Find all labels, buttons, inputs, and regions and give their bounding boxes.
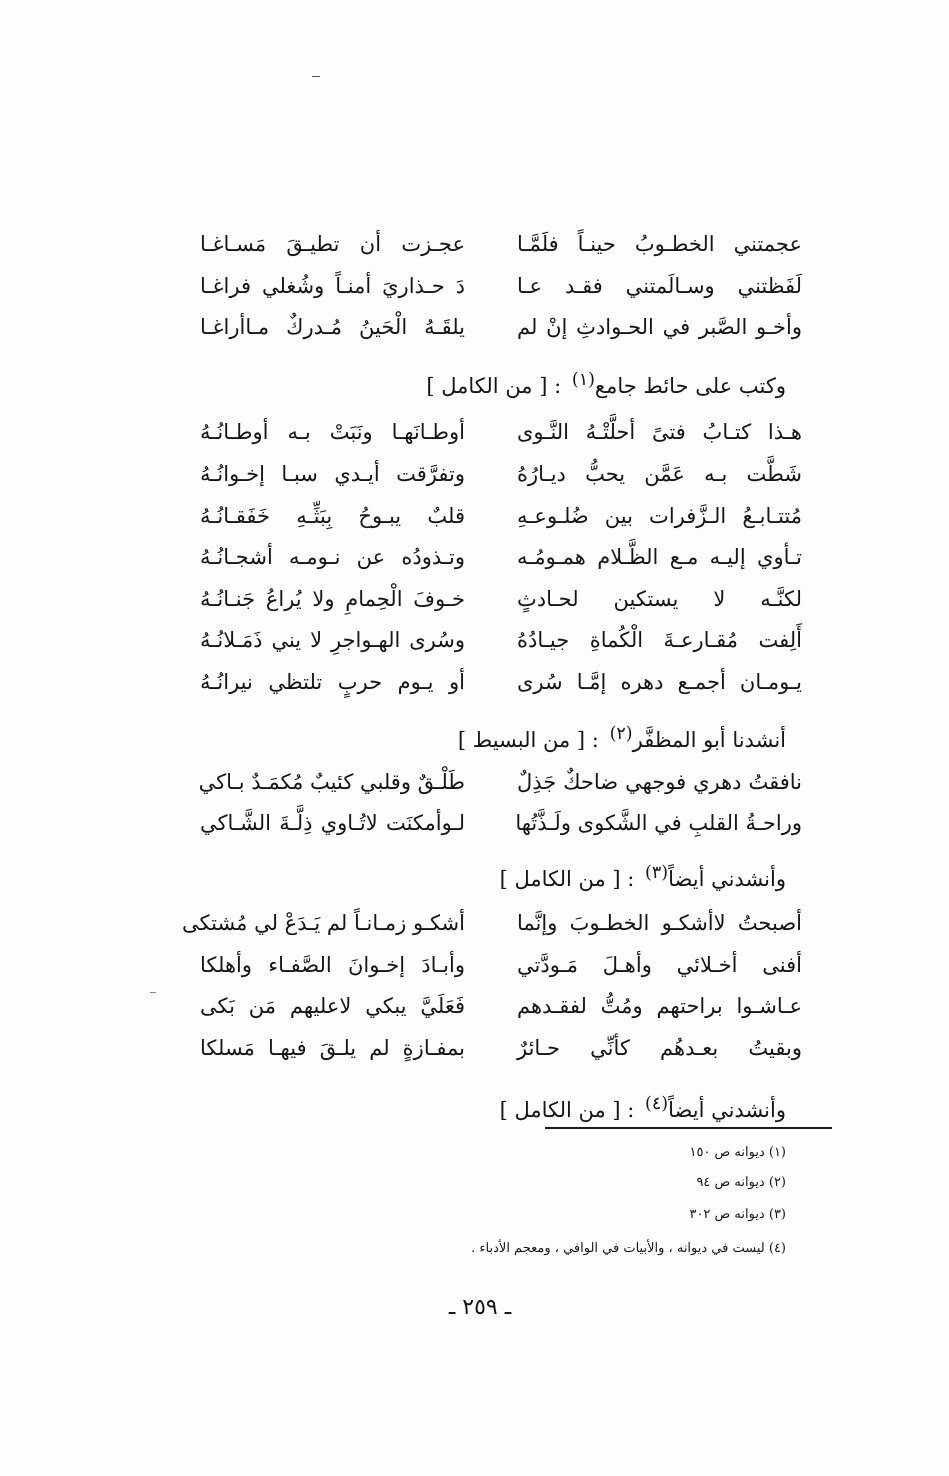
verse-first-hemistich: وراحـةُ القلبِ في الشَّكوى ولَـذَّتُها (515, 811, 802, 835)
verse-second-hemistich: طَلْـقٌ وقلبي كئيبٌ مُكمَـدٌ بـاكي (198, 770, 465, 794)
meter-label: : [ من الكامل ] (499, 867, 635, 891)
verse-second-hemistich: قلبٌ يبـوحُ بِبَثِّـهِ خَفَقـانُـهُ (200, 504, 465, 528)
poem-heading (146, 1082, 786, 1126)
verse-second-hemistich: وتـذودُه عن نـومـه أشجـانُـهُ (200, 545, 465, 569)
footnote-separator (545, 1127, 832, 1129)
verse-line (180, 660, 802, 704)
verse-line (180, 618, 802, 662)
verse-second-hemistich: أو يـوم حربٍ تلتظي نيرانُـهُ (200, 670, 465, 694)
verse-first-hemistich: شَطَّت بـه عَمَّن يحبُّ ديـارُهُ (517, 462, 802, 486)
verse-second-hemistich: عجـزت أن تطيـقَ مَسـاغـا (200, 232, 465, 256)
verse-first-hemistich: لَفَظتني وسـالَمتني فقـد عـا (517, 274, 802, 298)
verse-line (180, 984, 802, 1028)
verse-line (180, 494, 802, 538)
verse-first-hemistich: نافقتُ دهري فوجهي ضاحكٌ جَذِلٌ (517, 770, 802, 794)
heading-text: وكتب على حائط جامع (594, 374, 786, 398)
poem-heading (146, 851, 786, 895)
verse-line (180, 577, 802, 621)
verse-line (180, 901, 802, 945)
footnote: (٤) ليست في ديوانه ، والأبيات في الوافي ، ومعجم الأدباء . (471, 1241, 786, 1256)
page-number: ـ ٢٥٩ ـ (448, 1295, 512, 1320)
poem-heading (146, 712, 786, 756)
verse-first-hemistich: أَلِفت مُقـارعـةَ الْكُماةِ جيـادُهُ (517, 628, 802, 652)
verse-first-hemistich: وبقيتُ بعـدهُم كأنِّي حـائرٌ (517, 1036, 802, 1060)
verse-line (180, 801, 802, 845)
scan-mark (150, 992, 156, 993)
meter-label: : [ من الكامل ] (499, 1098, 635, 1122)
verse-second-hemistich: خـوفَ الْحِمامِ ولا يُراعُ جَنـانُـهُ (200, 587, 465, 611)
verse-first-hemistich: عـاشـوا براحتهم ومُتُّ لفقـدهم (517, 994, 802, 1018)
verse-first-hemistich: يـومـان أجمـع دهره إمَّـا سُرى (517, 670, 802, 694)
heading-text: أنشدنا أبو المظفَّر (632, 728, 786, 752)
meter-label: : [ من البسيط ] (457, 728, 599, 752)
footnote-ref: (١) (571, 370, 595, 390)
verse-line (180, 410, 802, 454)
verse-line (180, 943, 802, 987)
footnote: (٢) ديوانه ص ٩٤ (696, 1175, 786, 1190)
verse-second-hemistich: دَ حـذاريَ أمنـاً وشُغلي فراغـا (200, 274, 465, 298)
verse-line (180, 535, 802, 579)
verse-line (180, 305, 802, 349)
verse-second-hemistich: بمفـازةٍ لم يلـقَ فيهـا مَسلكا (200, 1036, 465, 1060)
footnote-ref: (٣) (645, 863, 669, 883)
verse-second-hemistich: أشكـو زمـانـاً لم يَـدَعْ لي مُشتكى (182, 911, 465, 935)
heading-text: وأنشدني أيضاً (668, 1098, 786, 1122)
verse-second-hemistich: وتفرَّقت أيـدي سبـا إخـوانُـهُ (200, 462, 465, 486)
verse-line (180, 264, 802, 308)
poem-heading (146, 358, 786, 402)
heading-text: وأنشدني أيضاً (668, 867, 786, 891)
footnote: (٣) ديوانه ص ٣٠٢ (689, 1207, 786, 1222)
verse-line (180, 1026, 802, 1070)
verse-second-hemistich: وأبـادَ إخـوانَ الصَّفـاء وأهلكا (200, 953, 465, 977)
verse-second-hemistich: لـوأمكنَت لاتُـاوي ذِلَّـةَ الشَّـاكي (200, 811, 465, 835)
verse-first-hemistich: لكنَّـه لا يستكين لحـادثٍ (517, 587, 802, 611)
footnote-ref: (٤) (645, 1094, 669, 1114)
verse-first-hemistich: عجمتني الخطـوبُ حينـاً فلَمَّـا (517, 232, 802, 256)
verse-first-hemistich: أصبحتُ لاأشكـو الخطـوبَ وإنَّما (517, 911, 802, 935)
verse-second-hemistich: وسُرى الهـواجرِ لا يني ذَمَـلانُـهُ (200, 628, 465, 652)
verse-line (180, 452, 802, 496)
verse-first-hemistich: أفنى أخـلائي وأهـلَ مَـودَّتي (517, 953, 802, 977)
verse-line (180, 222, 802, 266)
verse-first-hemistich: مُتتـابـعُ الـزَّفرات بين ضُلـوعـهِ (517, 504, 802, 528)
verse-first-hemistich: تـأوي إليـه مـع الظَّـلام همـومُـه (517, 545, 802, 569)
footnote: (١) ديوانه ص ١٥٠ (689, 1145, 786, 1160)
verse-first-hemistich: وأخـو الصَّبر في الحـوادثِ إنْ لم (517, 315, 802, 339)
verse-line (180, 760, 802, 804)
verse-first-hemistich: هـذا كتـابُ فتىً أحلَّتْـهُ النَّـوى (517, 420, 802, 444)
verse-second-hemistich: فَعَلَيَّ يبكي لاعليهم مَن بَكى (200, 994, 465, 1018)
meter-label: : [ من الكامل ] (426, 374, 562, 398)
verse-second-hemistich: أوطـانَهـا ونَبَتْ بـه أوطـانُـهُ (200, 420, 465, 444)
verse-second-hemistich: يلقَـهُ الْحَينُ مُـدركٌ مـاأراغـا (200, 315, 465, 339)
scan-mark (312, 76, 320, 77)
footnote-ref: (٢) (609, 724, 633, 744)
